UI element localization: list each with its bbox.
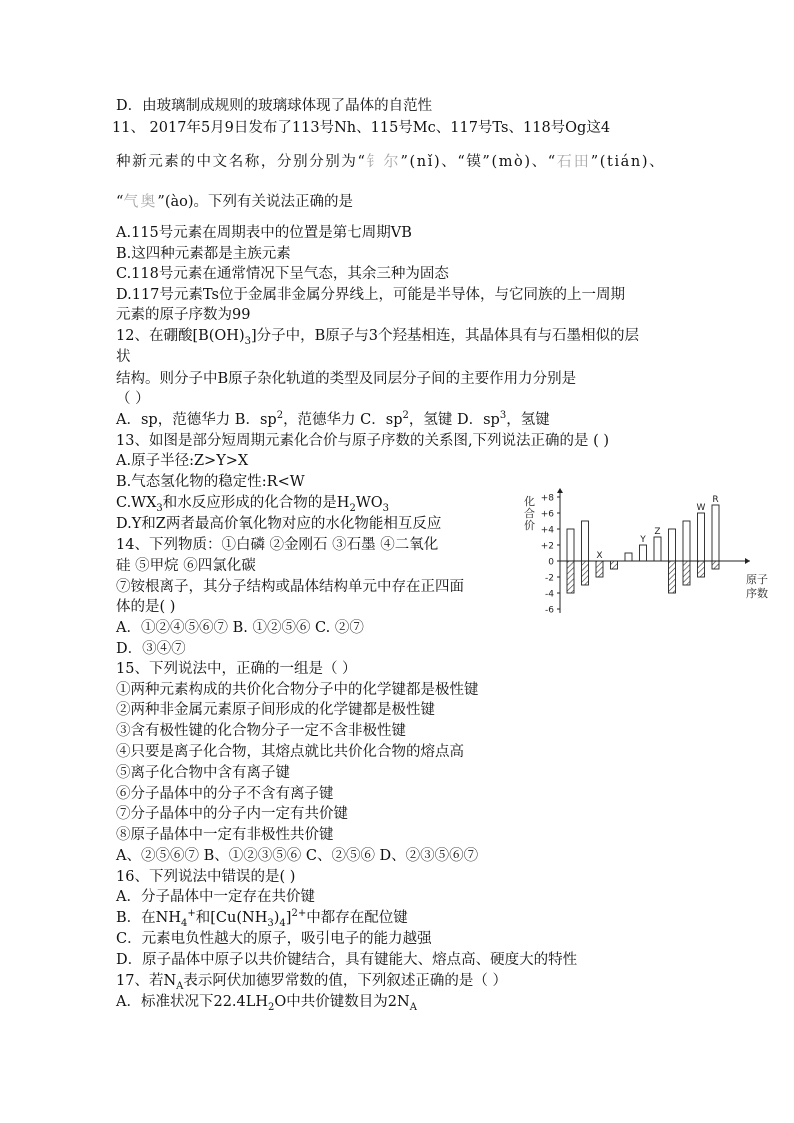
subscript: 3 bbox=[382, 502, 389, 514]
q14-stem-line1: 14、下列物质：①白磷 ②金刚石 ③石墨 ④二氧化 bbox=[116, 537, 439, 553]
q15-item-6: ⑥分子晶体中的分子不含有离子键 bbox=[116, 786, 334, 802]
bar-negative bbox=[582, 561, 589, 585]
q13-stem: 13、如图是部分短周期元素化合价与原子序数的关系图,下列说法正确的是 ( ) bbox=[116, 433, 610, 449]
q15-options: A、②⑤⑥⑦ B、①②③⑤⑥ C、②⑤⑥ D、②③⑤⑥⑦ bbox=[116, 848, 479, 864]
text: ] bbox=[285, 910, 292, 926]
y-axis-label-char: 合 bbox=[524, 507, 535, 520]
subscript: A bbox=[176, 980, 184, 992]
y-tick-label: +2 bbox=[540, 541, 554, 552]
q14-options: A．①②④⑤⑥⑦ B. ①②⑤⑥ C. ②⑦ bbox=[116, 620, 364, 636]
q11-stem-line1: 11、 2017年5月9日发布了113号Nh、115号Mc、117号Ts、118号Og这4 bbox=[112, 120, 611, 136]
y-tick-label: -4 bbox=[545, 589, 554, 600]
subscript: 3 bbox=[156, 502, 163, 514]
point-label: Z bbox=[654, 527, 661, 537]
q12-stem-line1 bbox=[116, 326, 639, 346]
y-tick-label: -2 bbox=[545, 573, 554, 584]
q14-stem-line3: ⑦铵根离子，其分子结构或晶体结构单元中存在正四面 bbox=[116, 579, 464, 595]
text: ，氢键 bbox=[506, 412, 550, 428]
bar-positive bbox=[683, 521, 690, 561]
q15-stem: 15、下列说法中，正确的一组是（ ） bbox=[116, 661, 357, 677]
y-tick-label: -6 bbox=[545, 605, 554, 616]
bar-negative bbox=[698, 561, 705, 577]
text: A．sp，范德华力 B．sp bbox=[116, 412, 277, 428]
q11-stem-line3 bbox=[116, 191, 353, 212]
q15-item-7: ⑦分子晶体中的分子内一定有共价键 bbox=[116, 806, 348, 822]
q15-item-3: ③含有极性键的化合物分子一定不含非极性键 bbox=[116, 723, 406, 739]
y-tick-label: +4 bbox=[540, 525, 554, 536]
text: 和水反应形成的化合物的是H bbox=[162, 495, 350, 511]
q16-option-b bbox=[116, 908, 408, 928]
bar-positive bbox=[567, 529, 574, 561]
y-axis-label-char: 化 bbox=[524, 495, 535, 508]
text: O中共价键数目为2N bbox=[274, 994, 410, 1010]
q14-option-d: D．③④⑦ bbox=[116, 641, 186, 657]
q17-stem bbox=[116, 971, 507, 991]
x-axis-label-line2: 序数 bbox=[746, 587, 768, 600]
q15-item-8: ⑧原子晶体中一定有非极性共价键 bbox=[116, 827, 334, 843]
q15-item-4: ④只要是离子化合物，其熔点就比共价化合物的熔点高 bbox=[116, 744, 464, 760]
bars bbox=[567, 495, 719, 593]
q14-stem-line4: 体的是( ) bbox=[116, 599, 176, 615]
text: 种新元素的中文名称，分别分别为“ bbox=[116, 154, 367, 170]
text: C.WX bbox=[116, 495, 157, 511]
q11-option-d-line2: 元素的原子序数为99 bbox=[116, 307, 251, 323]
q16-stem: 16、下列说法中错误的是( ) bbox=[116, 869, 296, 885]
element-glyph-image bbox=[123, 191, 157, 209]
subscript: 3 bbox=[244, 335, 251, 347]
bar-negative bbox=[611, 561, 618, 569]
text: WO bbox=[355, 495, 383, 511]
y-tick-label: +8 bbox=[540, 493, 554, 504]
bar-negative bbox=[567, 561, 574, 593]
text: 中都存在配位键 bbox=[306, 910, 408, 926]
q11-stem-line2 bbox=[116, 151, 665, 172]
q12-answer-blank: （ ） bbox=[116, 391, 150, 407]
q16-option-a: A．分子晶体中一定存在共价键 bbox=[116, 889, 315, 905]
q11-option-d-line1: D.117号元素Ts位于金属非金属分界线上，可能是半导体，与它同族的上一周期 bbox=[116, 287, 625, 303]
subscript: 2 bbox=[268, 1001, 275, 1013]
x-axis-arrow bbox=[745, 558, 750, 564]
q12-options bbox=[116, 410, 550, 430]
text: ”(ào)。下列有关说法正确的是 bbox=[157, 194, 354, 210]
y-axis-label-char: 价 bbox=[524, 519, 535, 532]
glyph-text: 钅尔 bbox=[366, 152, 401, 170]
q11-option-b: B.这四种元素都是主族元素 bbox=[116, 246, 291, 262]
text: ]分子中，B原子与3个羟基相连，其晶体具有与石墨相似的层 bbox=[250, 328, 640, 344]
text: “ bbox=[116, 194, 124, 210]
bar-positive bbox=[654, 537, 661, 561]
q13-option-b: B.气态氢化物的稳定性:R<W bbox=[116, 474, 305, 490]
y-axis-arrow bbox=[557, 488, 563, 493]
text: ，氢键 D．sp bbox=[408, 412, 500, 428]
subscript: 3 bbox=[267, 917, 274, 929]
q15-item-5: ⑤离子化合物中含有离子键 bbox=[116, 765, 290, 781]
text: 表示阿伏加德罗常数的值，下列叙述正确的是（ ） bbox=[183, 973, 507, 989]
subscript: 2 bbox=[349, 502, 356, 514]
text: 17、若N bbox=[116, 973, 177, 989]
bar-negative bbox=[669, 561, 676, 593]
glyph-text: 气奥 bbox=[123, 192, 158, 210]
bar-positive bbox=[582, 521, 589, 561]
bar-negative bbox=[712, 561, 719, 569]
text: ) bbox=[273, 910, 280, 926]
q10-option-d: D．由玻璃制成规则的玻璃球体现了晶体的自范性 bbox=[116, 98, 433, 114]
superscript: 2+ bbox=[291, 908, 307, 920]
superscript: 3 bbox=[499, 410, 507, 422]
point-label: X bbox=[596, 551, 603, 561]
q12-stem-line3: 结构。则分子中B原子杂化轨道的类型及同层分子间的主要作用力分别是 bbox=[116, 371, 577, 387]
q16-option-d: D．原子晶体中原子以共价键结合，具有键能大、熔点高、硬度大的特性 bbox=[116, 952, 578, 968]
point-label: W bbox=[696, 503, 706, 513]
bar-positive bbox=[698, 513, 705, 561]
valence-chart bbox=[518, 487, 778, 622]
text: 12、在硼酸[B(OH) bbox=[116, 328, 245, 344]
q13-option-c bbox=[116, 493, 389, 513]
q12-stem-line2: 状 bbox=[116, 349, 131, 365]
x-axis-label-line1: 原子 bbox=[746, 573, 768, 586]
text: A．标准状况下22.4LH bbox=[116, 994, 269, 1010]
glyph-text: 石田 bbox=[556, 152, 591, 170]
q11-option-a: A.115号元素在周期表中的位置是第七周期VB bbox=[116, 225, 412, 241]
bar-negative bbox=[596, 561, 603, 577]
q11-option-c: C.118号元素在通常情况下呈气态，其余三种为固态 bbox=[116, 266, 449, 282]
q13-option-a: A.原子半径:Z>Y>X bbox=[116, 453, 249, 469]
text: ”(tián)、 bbox=[590, 154, 666, 170]
point-label: R bbox=[712, 495, 719, 505]
subscript: A bbox=[409, 1001, 417, 1013]
subscript: 4 bbox=[181, 917, 188, 929]
superscript: + bbox=[187, 908, 196, 920]
bar-positive bbox=[712, 505, 719, 561]
point-label: Y bbox=[640, 535, 646, 545]
y-tick-label: 0 bbox=[548, 557, 554, 568]
superscript: 2 bbox=[276, 410, 284, 422]
q15-item-2: ②两种非金属元素原子间形成的化学键都是极性键 bbox=[116, 702, 435, 718]
bar-negative bbox=[683, 561, 690, 585]
bar-positive bbox=[669, 529, 676, 561]
bar-positive bbox=[640, 545, 647, 561]
q15-item-1: ①两种元素构成的共价化合物分子中的化学键都是极性键 bbox=[116, 682, 479, 698]
y-tick-label: +6 bbox=[540, 509, 554, 520]
q16-option-c: C．元素电负性越大的原子，吸引电子的能力越强 bbox=[116, 931, 432, 947]
text: ，范德华力 C．sp bbox=[283, 412, 403, 428]
q14-stem-line2: 硅 ⑤甲烷 ⑥四氯化碳 bbox=[116, 558, 256, 574]
q13-option-d: D.Y和Z两者最高价氧化物对应的水化物能相互反应 bbox=[116, 516, 442, 532]
y-ticks bbox=[541, 494, 560, 616]
bar-positive bbox=[625, 553, 632, 561]
q17-option-a bbox=[116, 992, 417, 1012]
text: B．在NH bbox=[116, 910, 181, 926]
subscript: 4 bbox=[279, 917, 286, 929]
superscript: 2 bbox=[402, 410, 409, 422]
text: ”(nǐ)、“镆”(mò)、“ bbox=[400, 154, 557, 170]
text: 和[Cu(NH bbox=[195, 910, 268, 926]
element-glyph-image bbox=[367, 151, 401, 169]
element-glyph-image bbox=[557, 151, 591, 169]
